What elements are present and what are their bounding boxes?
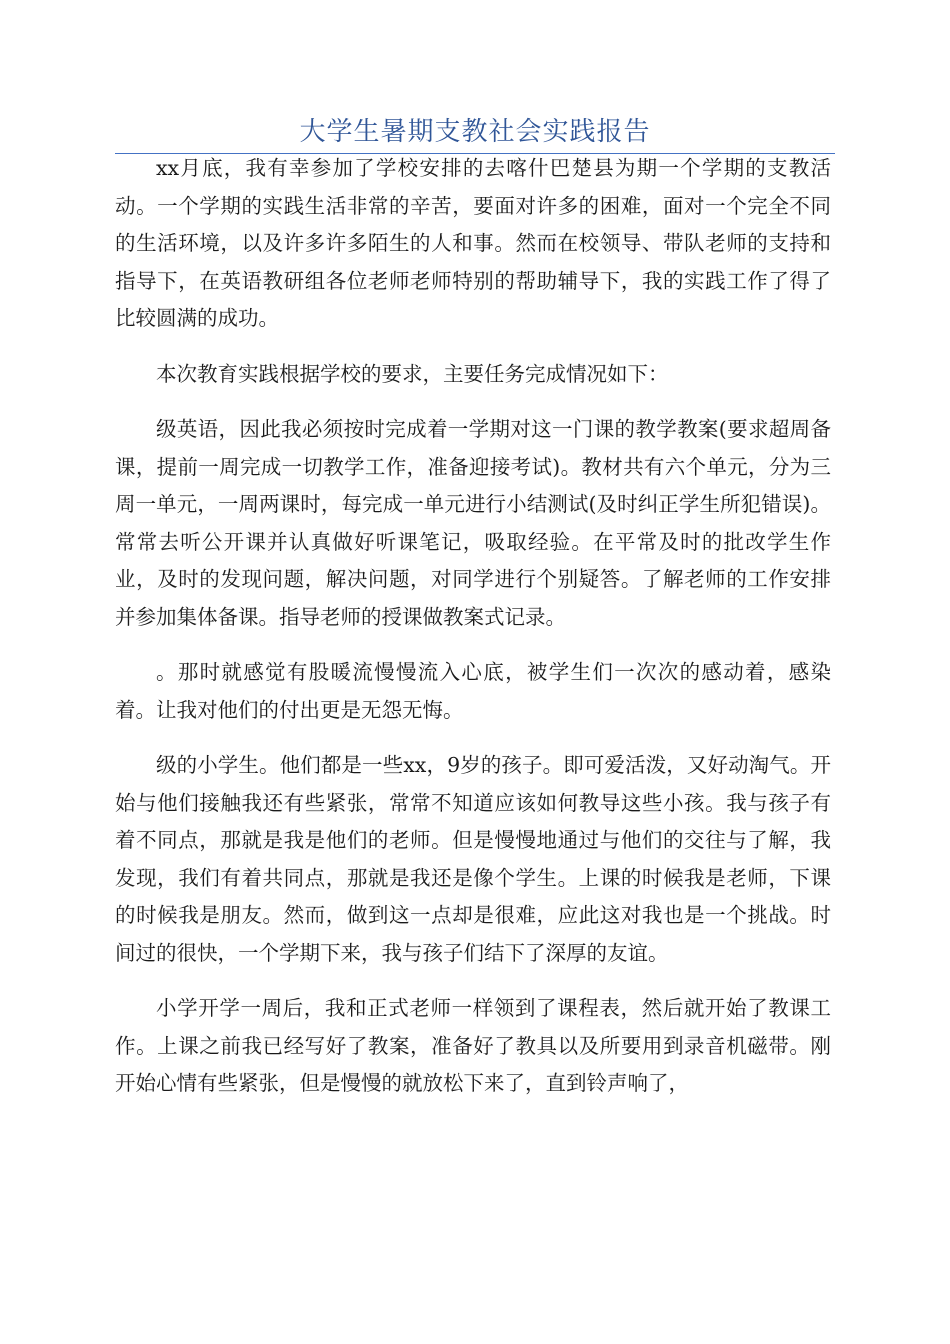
paragraph-6: 小学开学一周后，我和正式老师一样领到了课程表，然后就开始了教课工作。上课之前我已经写好了教案，准备好了教具以及所要用到录音机磁带。刚开始心情有些紧张，但是慢慢的就放松下来了，直到铃声响了， <box>115 996 831 1095</box>
document-body <box>115 150 831 1121</box>
paragraph-1: xx月底，我有幸参加了学校安排的去喀什巴楚县为期一个学期的支教活动。一个学期的实践生活非常的辛苦，要面对许多的困难，面对一个完全不同的生活环境，以及许多许多陌生的人和事。然而在校领导、带队老师的支持和指导下，在英语教研组各位老师老师特别的帮助辅导下，我的实践工作了得了比较圆满的成功。 <box>115 156 831 330</box>
paragraph-5: 级的小学生。他们都是一些xx，9岁的孩子。即可爱活泼，又好动淘气。开始与他们接触我还有些紧张，常常不知道应该如何教导这些小孩。我与孩子有着不同点，那就是我是他们的老师。但是慢慢地通过与他们的交往与了解，我发现，我们有着共同点，那就是我还是像个学生。上课的时候我是老师，下课的时候我是朋友。然而，做到这一点却是很难，应此这对我也是一个挑战。时间过的很快，一个学期下来，我与孩子们结下了深厚的友谊。 <box>115 753 831 965</box>
paragraph-4: 。那时就感觉有股暖流慢慢流入心底，被学生们一次次的感动着，感染着。让我对他们的付出更是无怨无悔。 <box>115 660 831 722</box>
paragraph-2: 本次教育实践根据学校的要求，主要任务完成情况如下： <box>156 361 669 386</box>
document-title: 大学生暑期支教社会实践报告 <box>299 117 651 147</box>
paragraph-3: 级英语，因此我必须按时完成着一学期对这一门课的教学教案(要求超周备课，提前一周完成一切教学工作，准备迎接考试)。教材共有六个单元，分为三周一单元，一周两课时，每完成一单元进行小结测试(及时纠正学生所犯错误)。常常去听公开课并认真做好听课笔记，吸取经验。在平常及时的批改学生作业，及时的发现问题，解决问题，对同学进行个别疑答。了解老师的工作安排并参加集体备课。指导老师的授课做教案式记录。 <box>115 417 831 629</box>
